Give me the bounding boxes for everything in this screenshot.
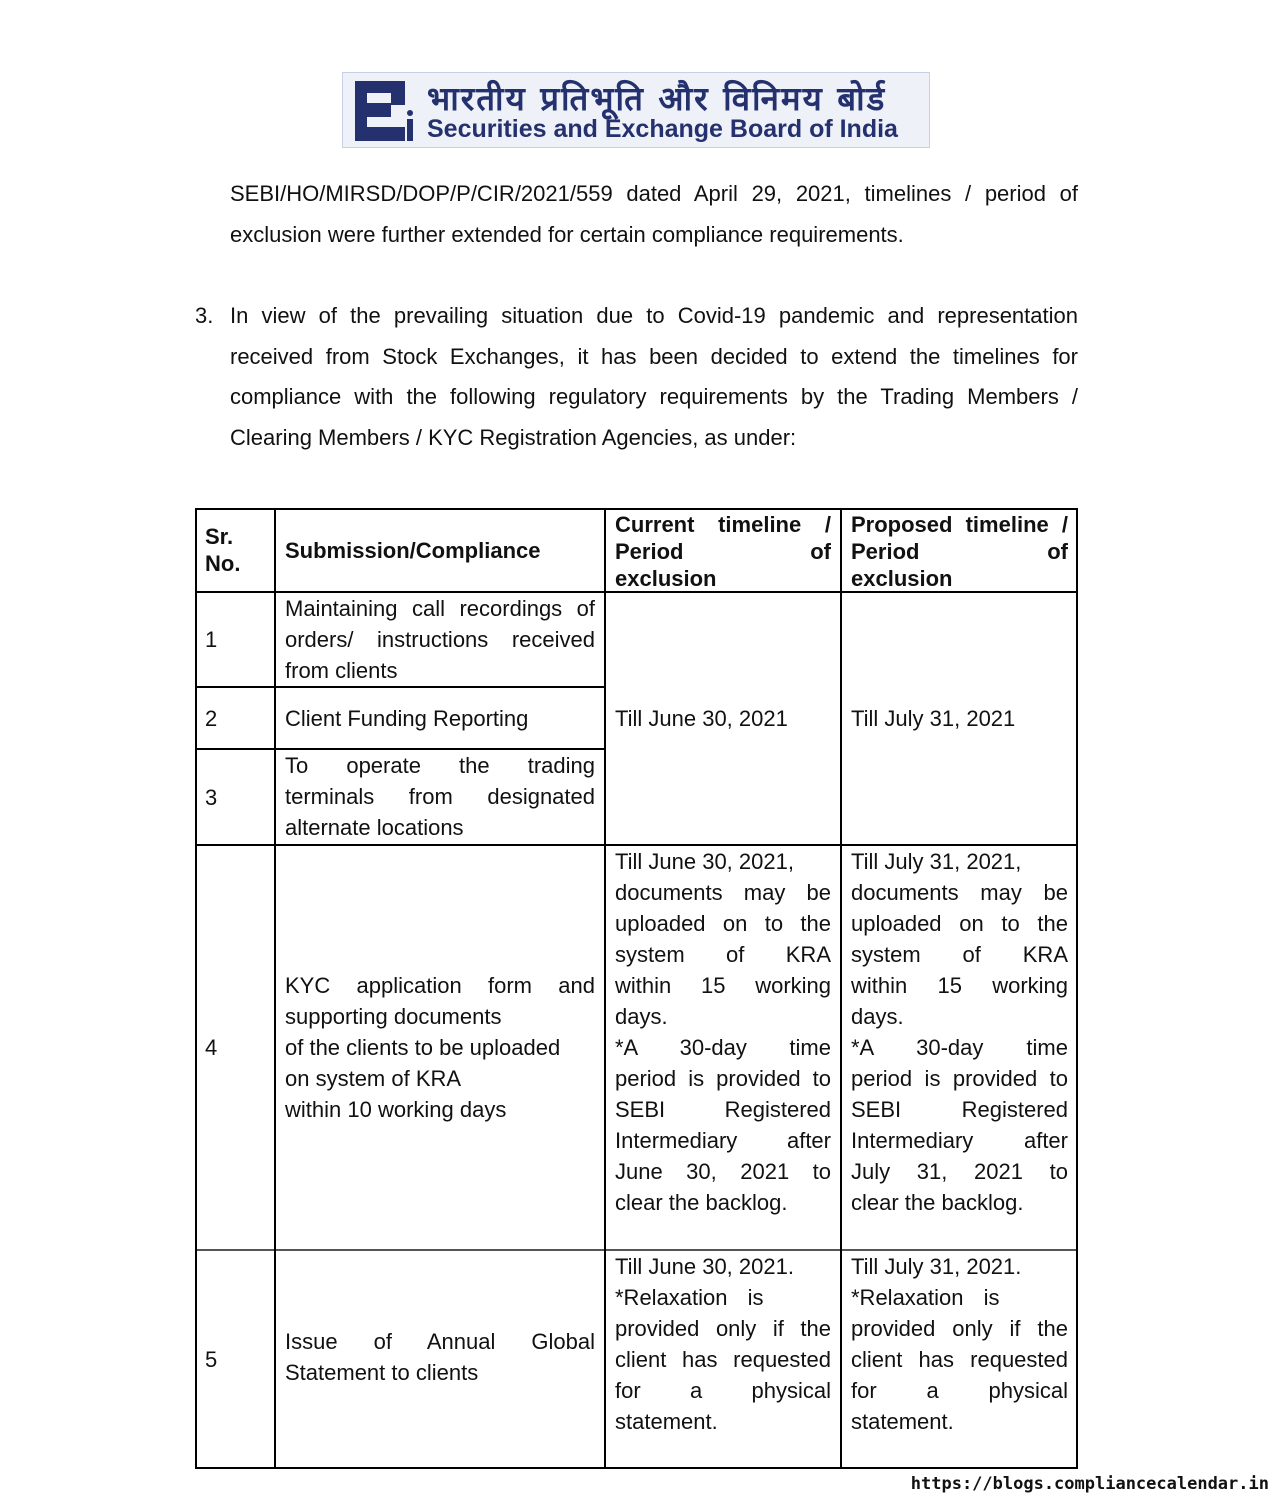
table-row-5-sr: 5 [205, 1347, 218, 1372]
footer-url: https://blogs.compliancecalendar.in [910, 1474, 1269, 1494]
compliance-table [195, 508, 1078, 1469]
paragraph-continuation [230, 174, 1078, 255]
text-line: SEBI/HO/MIRSD/DOP/P/CIR/2021/559 dated April 29, 2021, timelines / period of [230, 181, 1078, 206]
paragraph-number: 3. [195, 303, 214, 328]
table-border [840, 508, 842, 1469]
text-line: exclusion were further extended for certain compliance requirements. [230, 221, 904, 247]
table-border [1076, 508, 1078, 1469]
table-border [274, 508, 276, 1469]
text-line: compliance with the following regulatory requirements by the Trading Members / [230, 384, 1078, 409]
table-border [195, 686, 275, 688]
table-border [195, 748, 275, 750]
table-row-3-sr: 3 [205, 784, 218, 810]
table-row-4-proposed: Till July 31, 2021, documents may be uploaded on to the system of KRA within 15 working days. *A 30-day time period is provided to SEBI Registered Intermediary after July 31, 2021 to clear the backlog. [851, 849, 1068, 1215]
table-row-2-sr: 2 [205, 705, 218, 731]
table-border [195, 508, 1078, 510]
table-row-3-submission: To operate the trading terminals from designated alternate locations [285, 753, 595, 840]
table-border [275, 686, 605, 688]
logo-english-text: Securities and Exchange Board of India [427, 115, 898, 143]
header-proposed-timeline: Proposed timeline / Period of exclusion [851, 512, 1068, 591]
table-row-5-proposed: Till July 31, 2021. *Relaxation is provided only if the client has requested for a physical statement. [851, 1254, 1068, 1434]
sebi-emblem-icon [345, 75, 415, 145]
table-border [195, 591, 1078, 593]
paragraph-3 [230, 296, 1078, 458]
table-row-1-submission: Maintaining call recordings of orders/ instructions received from clients [285, 596, 595, 683]
table-border [195, 844, 1078, 846]
table-border [275, 748, 605, 750]
merged-proposed-timeline: Till July 31, 2021 [851, 706, 1016, 731]
table-row-1-sr: 1 [205, 627, 218, 652]
table-border [195, 1249, 1078, 1251]
logo-hindi-text: भारतीय प्रतिभूति और विनिमय बोर्ड [427, 79, 887, 118]
header-sr-no: Sr. No. [205, 524, 241, 576]
table-row-5-current: Till June 30, 2021. *Relaxation is provided only if the client has requested for a physical statement. [615, 1254, 831, 1434]
merged-current-timeline: Till June 30, 2021 [615, 706, 788, 731]
header-submission: Submission/Compliance [285, 537, 541, 563]
table-border [604, 508, 606, 1469]
table-row-2-submission: Client Funding Reporting [285, 705, 529, 731]
text-line: In view of the prevailing situation due to Covid-19 pandemic and representation [230, 303, 1078, 328]
text-line: received from Stock Exchanges, it has been decided to extend the timelines for [230, 343, 1078, 369]
table-row-4-sr: 4 [205, 1035, 218, 1060]
table-row-4-current: Till June 30, 2021, documents may be uploaded on to the system of KRA within 15 working days. *A 30-day time period is provided to SEBI Registered Intermediary after June 30, 2021 to clear the backlog. [615, 849, 831, 1215]
sebi-logo [342, 72, 930, 148]
header-current-timeline: Current timeline / Period of exclusion [615, 512, 831, 591]
table-row-4-submission: KYC application form and supporting documents of the clients to be uploaded on system of KRA within 10 working days [285, 973, 595, 1122]
text-line: Clearing Members / KYC Registration Agencies, as under: [230, 424, 797, 450]
table-border [195, 1467, 1078, 1469]
table-border [195, 508, 197, 1469]
table-row-5-submission: Issue of Annual Global Statement to clients [285, 1329, 595, 1385]
